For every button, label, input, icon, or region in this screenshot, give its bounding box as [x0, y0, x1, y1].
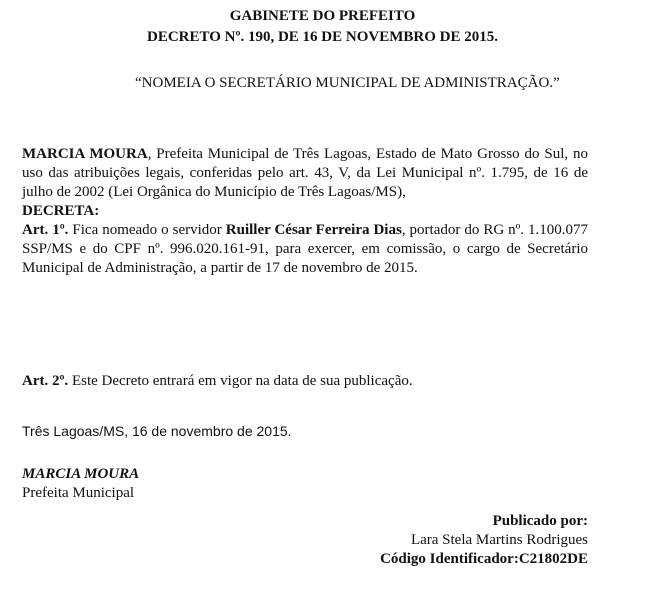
article-1-label: Art. 1º. — [22, 222, 69, 238]
decree-body — [22, 145, 588, 278]
place-date: Três Lagoas/MS, 16 de novembro de 2015. — [22, 423, 292, 439]
office-title: GABINETE DO PREFEITO — [229, 8, 416, 24]
appointee-name: Ruiller César Ferreira Dias — [225, 222, 402, 238]
preamble-text: , Prefeita Municipal de Três Lagoas, Estado de Mato Grosso do Sul, no uso das atribuições legais, conferidas pelo art. 43, V, da Lei Municipal nº. 1.795, de 16 de julho de 2002 (Lei Orgânica do Município de Três Lagoas/MS), — [22, 146, 589, 200]
document-header — [0, 6, 645, 48]
decreta-label: DECRETA: — [22, 203, 100, 219]
preamble-author: MARCIA MOURA — [22, 146, 148, 162]
preamble-paragraph — [22, 145, 588, 202]
publication-block — [188, 512, 588, 569]
article-1-text-after: , portador do RG nº. 1.100.077 SSP/MS e do CPF nº. 996.020.161-91, para exercer, em comissão, o cargo de Secretário Municipal de Administração, a partir de 17 de novembro de 2015. — [22, 222, 589, 276]
decree-title: DECRETO Nº. 190, DE 16 DE NOVEMBRO DE 2015. — [147, 29, 498, 45]
publication-label: Publicado por: — [492, 513, 588, 529]
article-1 — [22, 221, 588, 278]
signer-name: MARCIA MOURA — [22, 466, 140, 482]
decree-summary: “NOMEIA O SECRETÁRIO MUNICIPAL DE ADMINISTRAÇÃO.” — [135, 75, 560, 91]
signature-block — [22, 465, 322, 503]
article-2-label: Art. 2º. — [22, 373, 69, 389]
publisher-name: Lara Stela Martins Rodrigues — [410, 532, 588, 548]
article-1-text-before: Fica nomeado o servidor — [68, 222, 226, 238]
signer-role: Prefeita Municipal — [22, 485, 135, 501]
article-2 — [22, 372, 602, 391]
article-2-text: Este Decreto entrará em vigor na data de sua publicação. — [68, 373, 413, 389]
identifier-code: Código Identificador:C21802DE — [380, 551, 588, 567]
